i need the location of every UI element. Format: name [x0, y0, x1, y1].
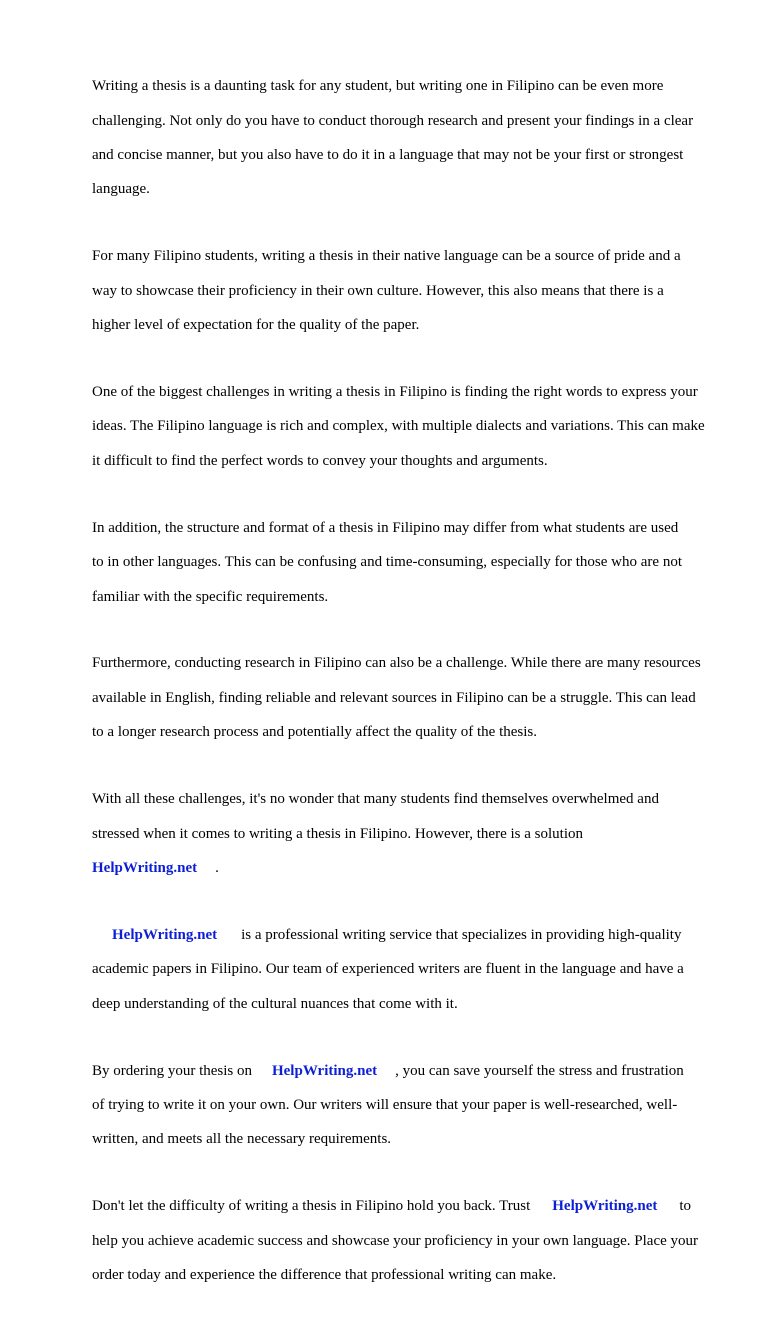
text-line: Furthermore, conducting research in Filipino can also be a challenge. While there are many resources [92, 655, 701, 672]
text-fragment: . [215, 860, 219, 877]
text-line: In addition, the structure and format of a thesis in Filipino may differ from what students are used [92, 519, 679, 536]
paragraph-6 [92, 774, 732, 894]
text-line [92, 860, 732, 877]
text-line [92, 1198, 732, 1215]
text-line: way to showcase their proficiency in their own culture. However, this also means that there is a [92, 282, 664, 299]
text-line: With all these challenges, it's no wonder that many students find themselves overwhelmed and [92, 791, 659, 808]
text-line: familiar with the specific requirements. [92, 588, 329, 605]
text-line: order today and experience the difference that professional writing can make. [92, 1267, 557, 1284]
text-line: challenging. Not only do you have to conduct thorough research and present your findings in a clear [92, 112, 694, 129]
text-line: to a longer research process and potentially affect the quality of the thesis. [92, 724, 537, 741]
text-line: and concise manner, but you also have to do it in a language that may not be your first or strongest [92, 147, 684, 164]
text-line [92, 1063, 732, 1080]
document-page [92, 61, 732, 1317]
paragraph-4 [92, 503, 732, 623]
text-fragment: is a professional writing service that specializes in providing high-quality [241, 926, 682, 943]
text-line: language. [92, 181, 150, 198]
text-line: of trying to write it on your own. Our writers will ensure that your paper is well-researched, well- [92, 1097, 678, 1114]
helpwriting-link[interactable]: HelpWriting.net [271, 1062, 378, 1079]
text-line: One of the biggest challenges in writing a thesis in Filipino is finding the right words to express your [92, 384, 698, 401]
text-fragment: to [679, 1198, 692, 1215]
paragraph-1 [92, 61, 732, 216]
text-fragment: By ordering your thesis on [92, 1062, 252, 1079]
text-line: available in English, finding reliable and relevant sources in Filipino can be a struggle. This can lead [92, 689, 696, 706]
text-line: help you achieve academic success and showcase your proficiency in your own language. Place your [92, 1232, 699, 1249]
text-fragment: , you can save yourself the stress and frustration [395, 1062, 684, 1079]
paragraph-2 [92, 231, 732, 351]
text-line: academic papers in Filipino. Our team of experienced writers are fluent in the language and have a [92, 961, 684, 978]
paragraph-7 [92, 910, 732, 1030]
text-line: deep understanding of the cultural nuances that come with it. [92, 995, 458, 1012]
text-line: ideas. The Filipino language is rich and complex, with multiple dialects and variations. This can make [92, 418, 705, 435]
text-line: it difficult to find the perfect words to convey your thoughts and arguments. [92, 452, 548, 469]
helpwriting-link[interactable]: HelpWriting.net [112, 926, 218, 943]
paragraph-3 [92, 367, 732, 487]
text-line: to in other languages. This can be confusing and time-consuming, especially for those who are not [92, 554, 682, 571]
paragraph-9 [92, 1181, 732, 1301]
helpwriting-link[interactable]: HelpWriting.net [552, 1198, 658, 1215]
text-line: For many Filipino students, writing a thesis in their native language can be a source of pride and a [92, 248, 681, 265]
text-line: stressed when it comes to writing a thesis in Filipino. However, there is a solution [92, 825, 583, 842]
text-line [92, 927, 732, 944]
paragraph-5 [92, 638, 732, 758]
text-line: higher level of expectation for the quality of the paper. [92, 317, 420, 334]
text-fragment: Don't let the difficulty of writing a thesis in Filipino hold you back. Trust [92, 1198, 531, 1215]
text-line: written, and meets all the necessary requirements. [92, 1131, 392, 1148]
paragraph-8 [92, 1045, 732, 1165]
text-line: Writing a thesis is a daunting task for any student, but writing one in Filipino can be even more [92, 78, 664, 95]
helpwriting-link[interactable]: HelpWriting.net [92, 860, 198, 877]
